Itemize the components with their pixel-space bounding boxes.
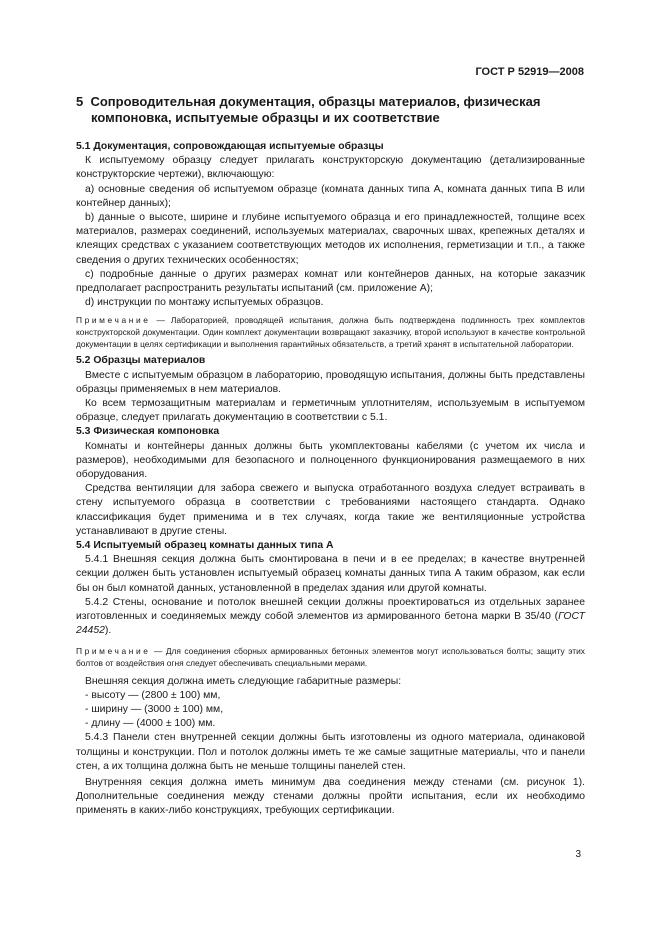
s54-p542-text-b: ).	[104, 625, 112, 637]
subsection-5-3-title: 5.3 Физическая компоновка	[76, 426, 220, 438]
s54-paragraph-last: Внутренняя секция должна иметь минимум два соединения между стенами (см. рисунок 1). Дополнительные соединения между стенами должны пройти испытания, если их необходимо применять в каких-либо конструкциях, требующих сертификации.	[76, 776, 585, 817]
s51-p1-text: К испытуемому образцу следует прилагать конструкторскую документацию (детализированные конструкторские чертежи), включающую:	[76, 155, 585, 181]
s54-paragraph-543: 5.4.3 Панели стен внутренней секции должны быть изготовлены из одного материала, одинаковой толщины и конструкции. Пол и потолок должны иметь те же самые защитные материалы, что и панели стен, а их толщина должна быть не меньше толщины панелей стен.	[76, 732, 585, 772]
section-5-title-line1: Сопроводительная документация, образцы материалов, физическая	[90, 94, 541, 109]
s51-item-c: с) подробные данные о других размерах комнат или контейнеров данных, на которые заказчик предполагает распространить результаты испытаний (см. приложение А);	[76, 268, 585, 295]
s54-p542-text-a: 5.4.2 Стены, основание и потолок внешней секции должны проектироваться из отдельных заранее изготовленных и соединяемых между собой элементов из армированного бетона марки В 35/40 (	[76, 596, 585, 623]
s53-paragraph-2: Средства вентиляции для забора свежего и выпуска отработанного воздуха следует встраивать в стену испытуемого образца в соответствии с требованиями настоящего стандарта. Однако классификация будет применима и в тех случаях, когда такие же вентиляционные устройства устанавливают в другие стены.	[76, 483, 585, 537]
s54-dimension-length: - длину — (4000 ± 100) мм.	[85, 718, 216, 730]
s51-note	[76, 314, 585, 350]
section-5-heading	[76, 94, 585, 126]
s54-p542-standard-ref: ГОСТ 24452	[76, 611, 585, 637]
s54-note-text: — Для соединения сборных армированных бетонных элементов могут использоваться болты; защиту этих болтов от воздействия огня следует обеспечивать специальными мерами.	[76, 645, 585, 668]
s51-note-label: Примечание	[76, 315, 151, 326]
section-5-number: 5	[76, 94, 84, 109]
s52-paragraph-1: Вместе с испытуемым образцом в лабораторию, проводящую испытания, должны быть представлены образцы применяемых в нем материалов.	[76, 369, 585, 395]
section-5-title-line2: компоновка, испытуемые образцы и их соответствие	[91, 110, 440, 125]
s54-paragraph-542	[76, 596, 585, 639]
s52-paragraph-2: Ко всем термозащитным материалам и герметичным уплотнителям, используемым в испытуемом образце, следует прилагать документацию в соответствии с 5.1.	[76, 398, 585, 424]
subsection-5-1-title: 5.1 Документация, сопровождающая испытуемые образцы	[76, 141, 384, 152]
subsection-5-4-title: 5.4 Испытуемый образец комнаты данных типа А	[76, 540, 334, 552]
s54-note-label: Примечание	[76, 645, 151, 656]
document-body	[76, 94, 585, 819]
s51-item-a: а) основные сведения об испытуемом образце (комната данных типа А, комната данных типа В или контейнер данных);	[76, 183, 585, 209]
s54-paragraph-541: 5.4.1 Внешняя секция должна быть смонтирована в печи и в ее пределах; в качестве внутренней секции должен быть установлен испытуемый образец комнаты данных типа А таким образом, как если бы он был комнатой данных, установленной в пределах здания или другой комнаты.	[76, 554, 585, 594]
s51-item-d: d) инструкции по монтажу испытуемых образцов.	[85, 297, 324, 309]
s53-paragraph-1: Комнаты и контейнеры данных должны быть укомплектованы кабелями (с учетом их числа и размеров), необходимыми для безопасного и полноценного функционирования размещаемого в них оборудования.	[76, 440, 585, 481]
subsection-5-2-title: 5.2 Образцы материалов	[76, 355, 206, 367]
document-header-id: ГОСТ Р 52919—2008	[475, 66, 584, 78]
page-number: 3	[575, 849, 581, 860]
s51-paragraph-1	[76, 154, 585, 182]
s51-note-text: — Лабораторией, проводящей испытания, должна быть подтверждена подлинность трех комплектов конструкторской документации. Один комплект документации возвращают заказчику, второй используют в качестве контрольной документации в целях сертификации и выполнения гарантийных обязательств, а третий хранят в испытательной лаборатории.	[76, 315, 585, 350]
s54-dimension-height: - высоту — (2800 ± 100) мм,	[85, 689, 221, 701]
s51-item-b: b) данные о высоте, ширине и глубине испытуемого образца и его принадлежностей, толщине всех материалов, размерах соединений, используемых материалах, сварочных швах, крепежных деталях и клеящих средствах с указанием соответствующих методов их исполнения, герметизации и т.п., а также сведения о других технических особенностях;	[76, 212, 585, 266]
s54-dimensions-intro: Внешняя секция должна иметь следующие габаритные размеры:	[85, 675, 402, 687]
s54-note	[76, 645, 585, 669]
s54-dimension-width: - ширину — (3000 ± 100) мм,	[85, 703, 224, 715]
